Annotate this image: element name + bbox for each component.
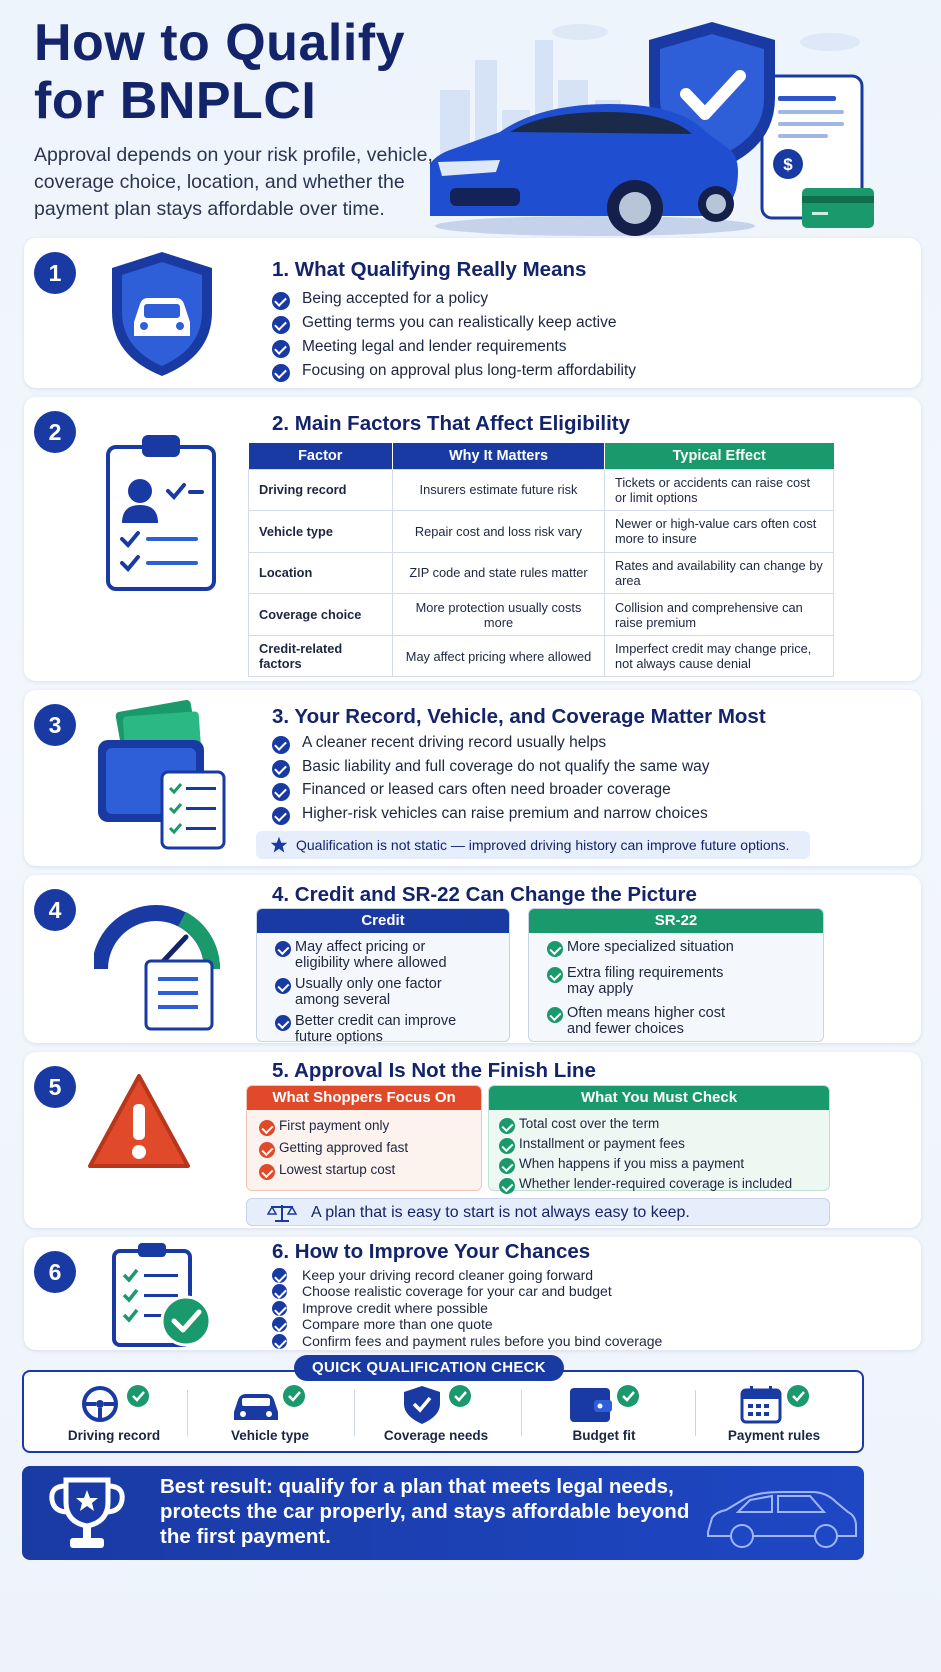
list-item: Getting terms you can realistically keep active: [272, 314, 636, 338]
list-item: First payment only: [251, 1118, 481, 1140]
page-title-line1: How to Qualify: [34, 14, 405, 72]
section-title: 2. Main Factors That Affect Eligibility: [272, 412, 631, 435]
check-icon: [272, 760, 290, 778]
table-cell: Location: [249, 552, 393, 594]
check-icon: [259, 1164, 275, 1180]
check-icon: [272, 783, 290, 801]
check-icon: [275, 978, 291, 994]
credit-box-title: Credit: [257, 909, 509, 933]
warning-triangle-icon: [86, 1072, 192, 1172]
section-4: [24, 875, 921, 1043]
check-icon: [547, 967, 563, 983]
list-item: Focusing on approval plus long-term affordability: [272, 362, 636, 386]
list-item: Improve credit where possible: [272, 1300, 662, 1316]
quick-check-title: QUICK QUALIFICATION CHECK: [294, 1355, 564, 1381]
section-2: [24, 397, 921, 681]
bullet-list: [272, 1267, 662, 1349]
check-icon: [272, 340, 290, 358]
section-title: 1. What Qualifying Really Means: [272, 258, 587, 281]
quick-qualification-check: [22, 1370, 864, 1453]
check-icon: [547, 941, 563, 957]
check-icon: [499, 1138, 515, 1154]
check-icon: [272, 1334, 287, 1349]
check-icon: [499, 1178, 515, 1194]
check-icon: [272, 364, 290, 382]
list-item: Total cost over the term: [491, 1116, 829, 1136]
list-item: Basic liability and full coverage do not qualify the same way: [272, 758, 710, 782]
list-item: Often means higher cost and fewer choices: [539, 1005, 823, 1042]
column-header: Why It Matters: [393, 443, 605, 469]
list-item: A cleaner recent driving record usually helps: [272, 734, 710, 758]
quick-item-budget-fit: Budget fit: [534, 1384, 674, 1424]
table-cell: Coverage choice: [249, 594, 393, 636]
table-cell: Insurers estimate future risk: [393, 469, 605, 511]
table-cell: Vehicle type: [249, 511, 393, 553]
column-header: Factor: [249, 443, 393, 469]
section-title: 3. Your Record, Vehicle, and Coverage Matter Most: [272, 705, 766, 728]
section-title: 6. How to Improve Your Chances: [272, 1240, 591, 1263]
section-number: 1: [34, 252, 76, 294]
section-title: 4. Credit and SR-22 Can Change the Picture: [272, 883, 697, 906]
clipboard-profile-icon: [104, 433, 218, 593]
table-cell: Tickets or accidents can raise cost or limit options: [605, 469, 834, 511]
check-icon: [272, 316, 290, 334]
list-item: Installment or payment fees: [491, 1136, 829, 1156]
check-icon: [272, 1284, 287, 1299]
section-1: [24, 238, 921, 388]
list-item: Lowest startup cost: [251, 1162, 481, 1184]
sr22-box-title: SR-22: [529, 909, 823, 933]
list-item: Usually only one factor among several: [267, 976, 509, 1013]
table-header-row: [249, 443, 834, 469]
car-icon: [228, 1384, 312, 1424]
shoppers-focus-box: [246, 1085, 482, 1191]
check-icon: [275, 941, 291, 957]
list-item: Choose realistic coverage for your car and budget: [272, 1283, 662, 1299]
section-5: [24, 1052, 921, 1228]
quick-item-payment-rules: Payment rules: [704, 1384, 844, 1424]
must-check-box: [488, 1085, 830, 1191]
table-row: [249, 511, 834, 553]
list-item: Extra filing requirements may apply: [539, 965, 823, 1005]
section-number: 6: [34, 1251, 76, 1293]
note-bar: [256, 831, 810, 859]
check-icon: [259, 1142, 275, 1158]
section-number: 5: [34, 1066, 76, 1108]
bullet-list: [272, 734, 710, 828]
table-cell: Repair cost and loss risk vary: [393, 511, 605, 553]
note-text: A plan that is easy to start is not always easy to keep.: [311, 1204, 690, 1221]
list-item: Getting approved fast: [251, 1140, 481, 1162]
table-row: [249, 635, 834, 677]
section-title: 5. Approval Is Not the Finish Line: [272, 1059, 596, 1082]
trophy-star-icon: [46, 1476, 128, 1552]
bullet-list: [272, 290, 636, 386]
list-item: Meeting legal and lender requirements: [272, 338, 636, 362]
list-item: May affect pricing or eligibility where allowed: [267, 939, 509, 976]
footer-banner: [22, 1466, 864, 1560]
check-icon: [272, 1317, 287, 1332]
must-check-title: What You Must Check: [489, 1086, 829, 1110]
table-cell: Imperfect credit may change price, not always cause denial: [605, 635, 834, 677]
check-icon: [272, 1268, 287, 1283]
header: [0, 0, 941, 250]
check-icon: [272, 292, 290, 310]
factor-table: [248, 443, 834, 677]
table-cell: Credit-related factors: [249, 635, 393, 677]
quick-item-driving-record: Driving record: [44, 1384, 184, 1424]
list-item: Being accepted for a policy: [272, 290, 636, 314]
list-item: Financed or leased cars often need broader coverage: [272, 781, 710, 805]
clipboard-check-icon: [110, 1241, 214, 1349]
note-bar: [246, 1198, 830, 1226]
table-row: [249, 552, 834, 594]
gauge-document-icon: [94, 891, 222, 1031]
check-icon: [275, 1015, 291, 1031]
wallet-checklist-icon: [94, 700, 230, 850]
column-header: Typical Effect: [605, 443, 834, 469]
check-icon: [259, 1120, 275, 1136]
list-item: Higher-risk vehicles can raise premium and narrow choices: [272, 805, 710, 829]
check-icon: [499, 1118, 515, 1134]
svg-text:$: $: [783, 155, 793, 174]
steering-wheel-icon: [72, 1384, 156, 1424]
table-cell: May affect pricing where allowed: [393, 635, 605, 677]
table-row: [249, 469, 834, 511]
list-item: When happens if you miss a payment: [491, 1156, 829, 1176]
table-cell: Rates and availability can change by area: [605, 552, 834, 594]
quick-item-vehicle-type: Vehicle type: [200, 1384, 340, 1424]
star-icon: [270, 836, 288, 854]
table-cell: More protection usually costs more: [393, 594, 605, 636]
check-icon: [547, 1007, 563, 1023]
list-item: Compare more than one quote: [272, 1316, 662, 1332]
city-car-shield-illustration: [430, 20, 930, 240]
check-icon: [272, 807, 290, 825]
list-item: More specialized situation: [539, 939, 823, 965]
calendar-icon: [732, 1384, 816, 1424]
suv-outline-icon: [702, 1484, 862, 1554]
table-cell: Newer or high-value cars often cost more to insure: [605, 511, 834, 553]
shoppers-focus-title: What Shoppers Focus On: [247, 1086, 481, 1110]
section-number: 2: [34, 411, 76, 453]
car-shield-icon: [108, 250, 216, 378]
sr22-box: [528, 908, 824, 1042]
check-icon: [272, 1301, 287, 1316]
page-subtitle: Approval depends on your risk profile, vehicle, coverage choice, location, and whether the payment plan stays affordable over time.: [34, 144, 433, 220]
check-icon: [272, 736, 290, 754]
section-6: [24, 1237, 921, 1350]
credit-box: [256, 908, 510, 1045]
section-number: 4: [34, 889, 76, 931]
footer-text: Best result: qualify for a plan that meets legal needs, protects the car properly, and stays affordable beyond the first payment.: [160, 1475, 690, 1548]
list-item: Confirm fees and payment rules before you bind coverage: [272, 1333, 662, 1349]
note-text: Qualification is not static — improved driving history can improve future options.: [296, 837, 790, 853]
quick-item-coverage-needs: Coverage needs: [366, 1384, 506, 1424]
list-item: Keep your driving record cleaner going forward: [272, 1267, 662, 1283]
table-cell: Driving record: [249, 469, 393, 511]
page-title: [34, 14, 405, 130]
page-title-line2: for BNPLCI: [34, 72, 317, 130]
section-3: [24, 690, 921, 866]
table-cell: ZIP code and state rules matter: [393, 552, 605, 594]
wallet-icon: [562, 1384, 646, 1424]
table-row: [249, 594, 834, 636]
list-item: Whether lender-required coverage is included: [491, 1176, 829, 1196]
list-item: Better credit can improve future options: [267, 1013, 509, 1050]
shield-check-icon: [394, 1384, 478, 1424]
section-number: 3: [34, 704, 76, 746]
scale-balance-icon: [267, 1203, 297, 1223]
table-cell: Collision and comprehensive can raise premium: [605, 594, 834, 636]
check-icon: [499, 1158, 515, 1174]
